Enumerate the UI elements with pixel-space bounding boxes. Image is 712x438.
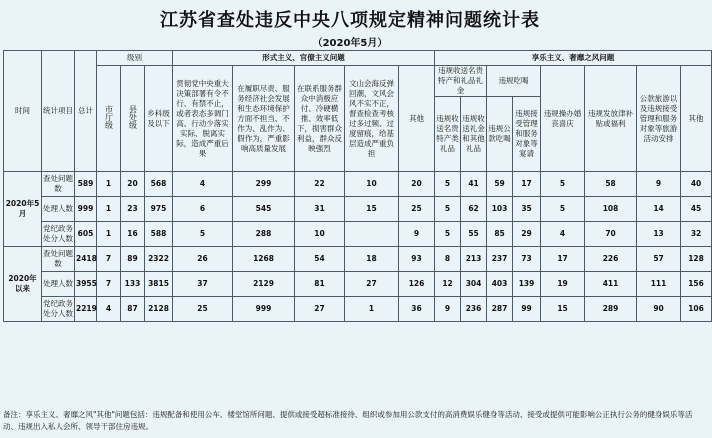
cell: 16 [121,222,145,247]
row-item: 处理人数 [42,197,75,222]
cell: 90 [637,297,681,322]
cell: 5 [435,222,461,247]
cell: 7 [97,247,121,272]
header-f4: 文山会海反弹回潮，文风会风不实不正，督查检查考核过多过频、过度留痕，给基层造成严重负担 [345,66,399,172]
cell: 20 [121,172,145,197]
cell: 41 [461,172,487,197]
row-item: 处理人数 [42,272,75,297]
cell: 304 [461,272,487,297]
cell: 27 [345,272,399,297]
cell: 55 [461,222,487,247]
header-level: 级别 [97,51,173,66]
header-h-travel: 公款旅游以及违规接受管理和服务对象等旅游活动安排 [637,66,681,172]
header-f2: 在履职尽责、服务经济社会发展和生态环境保护方面不担当、不作为、乱作为、假作为，严重影响高质量发展 [233,66,295,172]
cell: 999 [233,297,295,322]
cell: 4 [173,172,233,197]
cell: 2322 [145,247,173,272]
cell: 4 [97,297,121,322]
cell: 10 [345,172,399,197]
cell: 26 [173,247,233,272]
cell: 411 [585,272,637,297]
cell: 589 [75,172,97,197]
cell: 57 [637,247,681,272]
cell: 106 [681,297,712,322]
header-f1: 贯彻党中央重大决策部署有令不行、有禁不止，或者表态多调门高、行动少落实实际、脱离实际，造成严重后果 [173,66,233,172]
cell: 40 [681,172,712,197]
header-level-city: 市厅级 [97,66,121,172]
header-h-dining-a: 违规公款吃喝 [487,97,513,172]
cell: 23 [121,197,145,222]
cell: 5 [541,172,585,197]
cell: 545 [233,197,295,222]
cell: 9 [637,172,681,197]
cell: 20 [399,172,435,197]
cell: 126 [399,272,435,297]
header-h-dining: 违规吃喝 [487,66,541,97]
cell: 156 [681,272,712,297]
cell: 10 [295,222,345,247]
cell: 18 [345,247,399,272]
cell: 99 [513,297,541,322]
cell: 37 [173,272,233,297]
cell: 128 [681,247,712,272]
cell: 288 [233,222,295,247]
cell [345,222,399,247]
table-subtitle: （2020年5月） [312,38,388,49]
group-time: 2020年5月 [4,172,42,247]
cell: 54 [295,247,345,272]
table-title: 江苏省查处违反中央八项规定精神问题统计表 [160,10,540,31]
cell: 36 [399,297,435,322]
cell: 1 [345,297,399,322]
header-item: 统计项目 [42,51,75,172]
cell: 9 [399,222,435,247]
table-row [4,197,712,222]
cell: 2129 [233,272,295,297]
cell: 289 [585,297,637,322]
header-f-other: 其他 [399,66,435,172]
header-h-allowance: 违规发放津补贴或福利 [585,66,637,172]
header-h-wedding: 违规操办婚丧喜庆 [541,66,585,172]
header-f3: 在联系服务群众中消极应付、冷硬横推、效率低下，损害群众利益，群众反映强烈 [295,66,345,172]
cell: 139 [513,272,541,297]
cell: 81 [295,272,345,297]
cell: 14 [637,197,681,222]
cell: 1 [97,197,121,222]
cell: 403 [487,272,513,297]
header-time: 时间 [4,51,42,172]
header-level-township: 乡科级及以下 [145,66,173,172]
footnote: 备注：享乐主义、奢靡之风"其他"问题包括：违规配备和使用公车、楼堂馆所问题、提供或接受超标准接待、组织或参加用公款支付的高消费娱乐健身等活动、接受或提供可能影响公正执行公务的健身娱乐等活动、违规出入私人会所、领导干部住房违规。 [3,410,693,431]
header-level-county: 县处级 [121,66,145,172]
cell: 236 [461,297,487,322]
table-row [4,272,712,297]
row-item: 查处问题数 [42,172,75,197]
cell: 22 [295,172,345,197]
cell: 213 [461,247,487,272]
cell: 588 [145,222,173,247]
cell: 70 [585,222,637,247]
cell: 59 [487,172,513,197]
cell: 133 [121,272,145,297]
cell: 1 [97,222,121,247]
header-hedonism: 享乐主义、奢靡之风问题 [435,51,712,66]
header-h-gift-b: 违规收送礼金和其他礼品 [461,97,487,172]
cell: 237 [487,247,513,272]
cell: 299 [233,172,295,197]
table-row [4,247,712,272]
cell: 89 [121,247,145,272]
cell: 17 [541,247,585,272]
cell: 5 [173,222,233,247]
cell: 605 [75,222,97,247]
cell: 1268 [233,247,295,272]
cell: 3955 [75,272,97,297]
cell: 87 [121,297,145,322]
cell: 35 [513,197,541,222]
cell: 62 [461,197,487,222]
cell: 32 [681,222,712,247]
cell: 2418 [75,247,97,272]
cell: 4 [541,222,585,247]
cell: 999 [75,197,97,222]
cell: 27 [295,297,345,322]
table-row [4,172,712,197]
cell: 108 [585,197,637,222]
cell: 111 [637,272,681,297]
header-formalism: 形式主义、官僚主义问题 [173,51,435,66]
cell: 5 [435,197,461,222]
table-row [4,297,712,322]
cell: 93 [399,247,435,272]
header-h-other: 其他 [681,66,712,172]
cell: 2219 [75,297,97,322]
cell: 9 [435,297,461,322]
table-row [4,222,712,247]
cell: 15 [345,197,399,222]
cell: 19 [541,272,585,297]
cell: 8 [435,247,461,272]
cell: 25 [399,197,435,222]
cell: 12 [435,272,461,297]
cell: 6 [173,197,233,222]
statistics-table [3,50,712,322]
cell: 5 [435,172,461,197]
cell: 287 [487,297,513,322]
cell: 29 [513,222,541,247]
header-h-dining-b: 违规接受管理和服务对象等宴请 [513,97,541,172]
cell: 15 [541,297,585,322]
cell: 17 [513,172,541,197]
cell: 85 [487,222,513,247]
group-time: 2020年以来 [4,247,42,322]
cell: 58 [585,172,637,197]
cell: 103 [487,197,513,222]
cell: 975 [145,197,173,222]
cell: 7 [97,272,121,297]
cell: 2128 [145,297,173,322]
cell: 226 [585,247,637,272]
cell: 13 [637,222,681,247]
header-total: 总计 [75,51,97,172]
cell: 5 [541,197,585,222]
cell: 73 [513,247,541,272]
cell: 45 [681,197,712,222]
cell: 31 [295,197,345,222]
cell: 1 [97,172,121,197]
cell: 25 [173,297,233,322]
header-h-gift-a: 违规收送名贵特产类礼品 [435,97,461,172]
row-item: 查处问题数 [42,247,75,272]
header-h-gift: 违规收送名贵特产和礼品礼金 [435,66,487,97]
cell: 568 [145,172,173,197]
cell: 3815 [145,272,173,297]
row-item: 党纪政务处分人数 [42,222,75,247]
row-item: 党纪政务处分人数 [42,297,75,322]
